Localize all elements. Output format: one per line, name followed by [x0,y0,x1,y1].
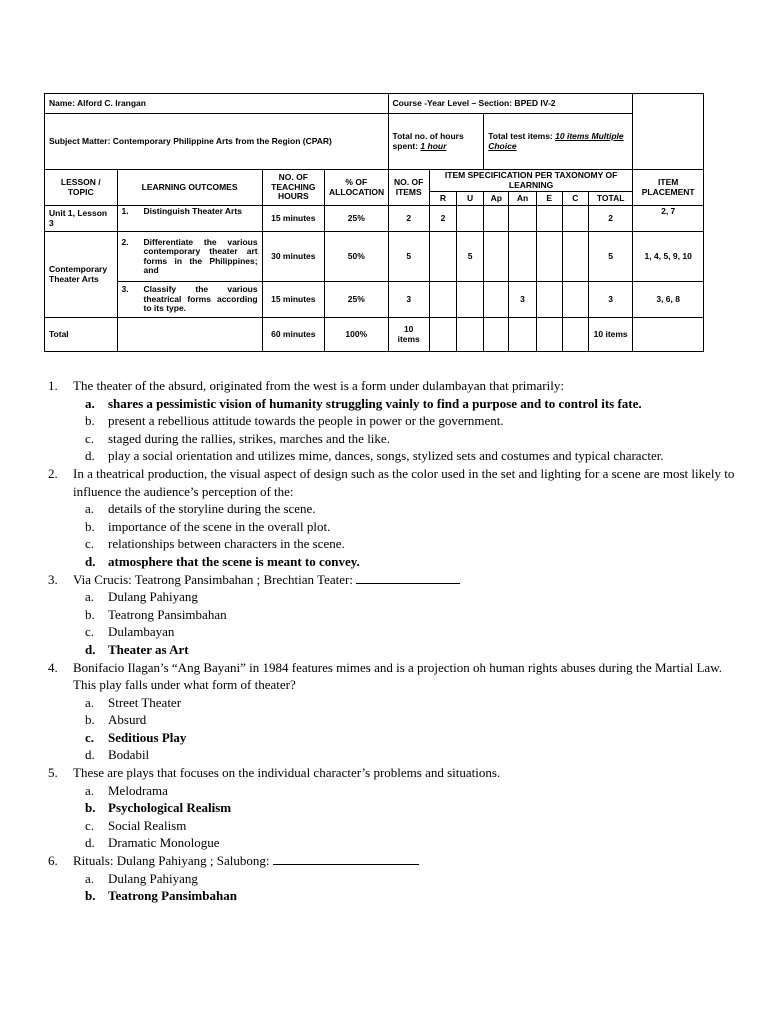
answer-option [85,588,738,606]
row-allocation: 25% [325,206,389,232]
answer-option [85,782,738,800]
option-letter: b. [85,606,95,622]
row-hours: 15 minutes [262,206,324,232]
option-text: details of the storyline during the scene. [108,501,316,517]
row-c [562,232,588,282]
question-stem: Via Crucis: Teatrong Pansimbahan ; Brechtian Teater: [73,571,357,587]
total-hours: 60 minutes [262,318,324,352]
row-ap [484,232,509,282]
answer-option [85,447,738,465]
row-c [562,206,588,232]
items-value: 10 items Multiple Choice [488,130,624,151]
option-letter: b. [85,800,96,816]
outcome-number: 2. [121,236,129,247]
tax-col-u: U [457,192,484,206]
outcome-number: 3. [121,284,129,295]
question-text [73,465,738,500]
question-stem: Bonifacio Ilagan’s “Ang Bayani” in 1984 features mimes and is a projection oh human rights abuses during the Martial Law. This play falls under what form of theater? [73,659,722,693]
row-ap [484,282,509,318]
hours-label: Total no. of hours spent: [392,130,464,151]
option-letter: c. [85,430,95,446]
option-text: present a rebellious attitude towards the people in power or the government. [108,413,504,429]
option-text: Social Realism [108,817,187,833]
row-c [562,282,588,318]
option-letter: d. [85,448,95,464]
table-row [45,282,704,318]
tax-col-e: E [536,192,562,206]
answer-option [85,799,738,817]
row-allocation: 25% [325,282,389,318]
total-total: 10 items [588,318,632,352]
header-outcomes: LEARNING OUTCOMES [117,170,262,206]
option-letter: a. [85,694,95,710]
header-placement: ITEM PLACEMENT [633,170,704,206]
question-number: 6. [48,853,58,869]
option-letter: a. [85,395,95,411]
answer-option [85,887,738,905]
option-letter: d. [85,553,96,569]
question-text [73,377,738,395]
question-list [48,377,738,905]
row-e [536,282,562,318]
question-text [73,852,738,870]
answer-option [85,395,738,413]
option-text: Dulang Pahiyang [108,870,198,886]
option-text: Bodabil [108,747,150,763]
tax-col-c: C [562,192,588,206]
row-placement: 3, 6, 8 [633,282,704,318]
option-letter: a. [85,589,95,605]
option-text: atmosphere that the scene is meant to convey. [108,553,360,569]
table-row [45,232,704,282]
outcome-text: Differentiate the various contemporary theater art forms in the Philippines; and [143,236,258,276]
row-r [429,282,456,318]
row-outcome [117,232,262,282]
outcome-number: 1. [121,206,129,217]
answer-option [85,606,738,624]
total-row [45,318,704,352]
empty-cell [429,318,456,352]
row-placement: 2, 7 [633,206,704,232]
option-text: Teatrong Pansimbahan [108,606,227,622]
option-letter: d. [85,835,95,851]
header-items: NO. OF ITEMS [388,170,429,206]
question-stem: Rituals: Dulang Pahiyang ; Salubong: [73,853,273,869]
row-an [509,232,536,282]
row-an: 3 [509,282,536,318]
empty-cell [484,318,509,352]
row-r: 2 [429,206,456,232]
option-text: Dulang Pahiyang [108,589,198,605]
answer-option [85,623,738,641]
total-allocation: 100% [325,318,389,352]
option-letter: b. [85,518,95,534]
option-text: Street Theater [108,694,182,710]
empty-cell [117,318,262,352]
row-u [457,206,484,232]
table-of-specifications [44,93,704,352]
row-total: 2 [588,206,632,232]
tax-col-r: R [429,192,456,206]
option-text: Seditious Play [108,729,187,745]
option-text: staged during the rallies, strikes, marches and the like. [108,430,390,446]
row-outcome [117,206,262,232]
question-2 [48,465,738,500]
hours-spent [388,114,484,170]
option-letter: c. [85,624,95,640]
header-allocation: % OF ALLOCATION [325,170,389,206]
option-text: Dulambayan [108,624,175,640]
option-letter: c. [85,536,95,552]
option-text: Dramatic Monologue [108,835,220,851]
question-stem: These are plays that focuses on the individual character’s problems and situations. [73,765,501,781]
subject-matter: Subject Matter: Contemporary Philippine Arts from the Region (CPAR) [45,114,389,170]
total-items: 10 items [388,318,429,352]
answer-option [85,518,738,536]
tax-col-ap: Ap [484,192,509,206]
tax-col-total: TOTAL [588,192,632,206]
header-taxonomy: ITEM SPECIFICATION PER TAXONOMY OF LEARNING [429,170,633,192]
question-number: 1. [48,378,58,393]
empty-cell [457,318,484,352]
empty-cell [633,318,704,352]
student-name: Name: Alford C. Irangan [45,94,389,114]
question-number: 2. [48,465,58,481]
row-lesson: Contemporary Theater Arts [45,232,118,318]
answer-option [85,746,738,764]
question-number: 5. [48,765,58,781]
answer-option [85,711,738,729]
blank-cell [633,94,704,170]
option-letter: c. [85,817,95,833]
option-letter: b. [85,888,96,904]
row-u: 5 [457,232,484,282]
row-ap [484,206,509,232]
row-lesson: Unit 1, Lesson 3 [45,206,118,232]
outcome-text: Classify the various theatrical forms according to its type. [143,284,258,314]
row-items: 5 [388,232,429,282]
empty-cell [509,318,536,352]
question-3 [48,571,738,589]
question-4 [48,659,738,694]
question-stem: In a theatrical production, the visual aspect of design such as the color used in the set and lighting for a scene are most likely to influence the audience’s perception of the: [73,465,735,499]
question-1 [48,377,738,395]
question-text [73,764,738,782]
option-letter: b. [85,712,95,728]
option-text: Melodrama [108,782,168,798]
option-text: shares a pessimistic vision of humanity struggling vainly to find a purpose and to control its fate. [108,395,642,411]
answer-blank [273,853,419,865]
table-row [45,206,704,232]
header-hours: NO. OF TEACHING HOURS [262,170,324,206]
option-letter: d. [85,747,95,763]
answer-option [85,553,738,571]
row-u [457,282,484,318]
row-items: 2 [388,206,429,232]
option-text: Psychological Realism [108,800,232,816]
question-text [73,571,738,589]
question-number: 4. [48,659,58,675]
question-number: 3. [48,571,58,587]
hours-value: 1 hour [420,140,447,151]
question-6 [48,852,738,870]
row-outcome [117,282,262,318]
row-total: 5 [588,232,632,282]
answer-option [85,817,738,835]
option-letter: a. [85,782,95,798]
answer-blank [356,572,460,584]
row-e [536,206,562,232]
option-letter: a. [85,501,95,517]
empty-cell [536,318,562,352]
row-an [509,206,536,232]
option-text: play a social orientation and utilizes mime, dances, songs, stylized sets and costumes and typical character. [108,448,664,464]
question-stem: The theater of the absurd, originated from the west is a form under dulambayan that primarily: [73,378,564,393]
total-label: Total [45,318,118,352]
question-5 [48,764,738,782]
row-items: 3 [388,282,429,318]
option-letter: d. [85,641,96,657]
tax-col-an: An [509,192,536,206]
row-placement: 1, 4, 5, 9, 10 [633,232,704,282]
answer-option [85,870,738,888]
answer-option [85,694,738,712]
items-label: Total test items: [488,130,556,141]
header-lesson: LESSON / TOPIC [45,170,118,206]
answer-option [85,729,738,747]
answer-option [85,412,738,430]
row-e [536,232,562,282]
option-letter: b. [85,413,95,429]
answer-option [85,834,738,852]
row-r [429,232,456,282]
test-items [484,114,633,170]
empty-cell [562,318,588,352]
row-hours: 15 minutes [262,282,324,318]
option-letter: c. [85,729,95,745]
answer-option [85,535,738,553]
row-total: 3 [588,282,632,318]
option-text: importance of the scene in the overall plot. [108,518,331,534]
option-text: Teatrong Pansimbahan [108,888,237,904]
outcome-text: Distinguish Theater Arts [143,206,242,217]
option-text: Theater as Art [108,641,189,657]
question-text [73,659,738,694]
course-section: Course -Year Level – Section: BPED IV-2 [388,94,633,114]
answer-option [85,641,738,659]
option-text: relationships between characters in the scene. [108,536,345,552]
answer-option [85,500,738,518]
row-allocation: 50% [325,232,389,282]
row-hours: 30 minutes [262,232,324,282]
option-text: Absurd [108,712,147,728]
option-letter: a. [85,870,95,886]
answer-option [85,430,738,448]
